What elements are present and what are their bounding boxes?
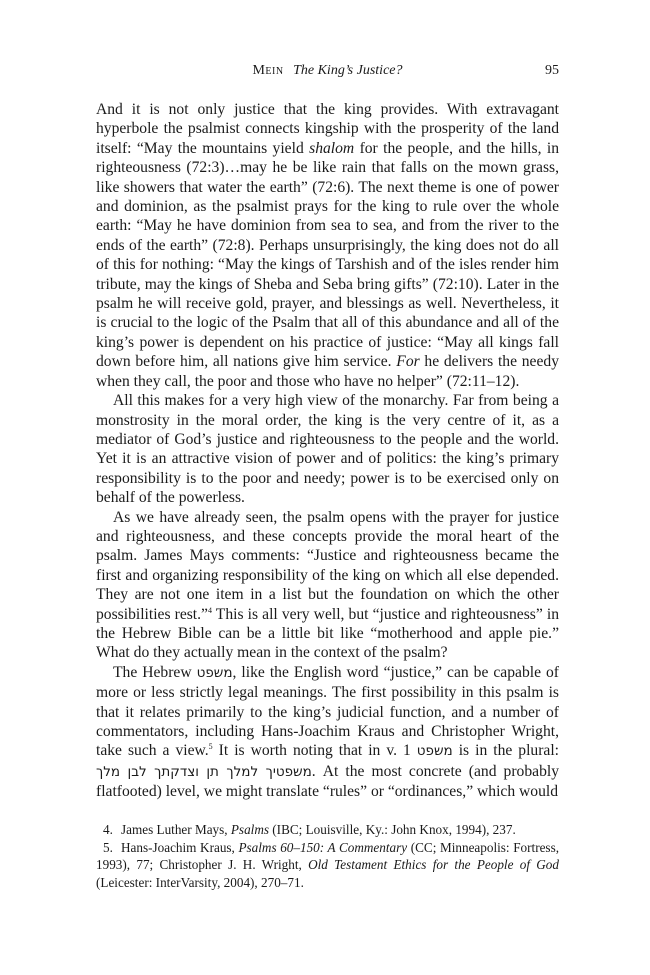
running-author: Mein bbox=[252, 63, 284, 78]
paragraph-3 bbox=[96, 508, 559, 663]
hebrew-verse-quote: משפטיך למלך תן וצדקתך לבן מלך bbox=[96, 763, 312, 780]
footnote-5 bbox=[96, 839, 559, 892]
italic-title: Psalms 60–150: A Commentary bbox=[238, 839, 408, 855]
text-run: (Leicester: InterVarsity, 2004), 270–71. bbox=[96, 874, 304, 890]
text-run: This is all very well, but “justice and righteousness” in the Hebrew Bible can be a little bit like “motherhood and apple pie.” What do they actually mean in the context of the psalm? bbox=[96, 605, 560, 662]
footnote-number: 4. bbox=[103, 822, 113, 837]
italic-title: Psalms bbox=[230, 822, 269, 837]
footnote-number: 5. bbox=[103, 839, 113, 855]
text-run: (CC; Minneapolis: Fortress, 1993), 77; Christopher J. H. Wright, bbox=[96, 839, 559, 873]
running-book-title: The King’s Justice? bbox=[293, 63, 403, 78]
text-run: is in the plural: bbox=[452, 742, 559, 760]
text-run: he delivers the needy when they call, the poor and those who have no helper” (72:11–12). bbox=[96, 353, 559, 390]
text-run: , like the English word “justice,” can be capable of more or less strictly legal meanings. The first possibility in this psalm is that it relates primarily to the king’s judicial function, and a number of commentators, including Hans-Joachim Kraus and Christopher Wright, take such a view. bbox=[96, 663, 559, 760]
text-run: And it is not only justice that the king provides. With extravagant hyperbole the psalmist connects kingship with the prosperity of the land itself: “May the mountains yield bbox=[96, 101, 559, 157]
paragraph-4 bbox=[96, 663, 559, 802]
text-run: As we have already seen, the psalm opens with the prayer for justice and righteousness, and these concepts provide the moral heart of the psalm. James Mays comments: “Justice and righteousness became the first and organizing responsibility of the king on which all else depended. They are not one item in a list but the foundation on which the other possibilities rest.” bbox=[96, 508, 559, 623]
paragraph-2: All this makes for a very high view of the monarchy. Far from being a monstrosity in the moral order, the king is the very centre of it, as a mediator of God’s justice and righteousness to the people and the world. Yet it is an attractive vision of power and of politics: the king’s primary responsibility is to the poor and needy; power is to be exercised only on behalf of the powerless. bbox=[96, 392, 559, 507]
text-run: James Luther Mays, bbox=[121, 822, 231, 837]
text-run: for the people, and the hills, in righteousness (72:3)…may he be like rain that falls on the mown grass, like showers that water the earth” (72:6). The next theme is one of power and dominion, as the psalmist prays for the king to rule over the whole earth: “May he have dominion from sea to sea, and from the river to the ends of the earth” (72:8). Perhaps unsurprisingly, the king does not do all of this for nothing: “May the kings of Tarshish and of the isles render him tribute, may the kings of Sheba and Seba bring gifts” (72:10). Later in the psalm he will receive gold, prayer, and blessings as well. Nevertheless, it is crucial to the logic of the Psalm that all of this abundance and all of the king’s power is dependent on his practice of justice: “May all kings fall down before him, all nations give him service. bbox=[96, 139, 559, 371]
paragraph-1 bbox=[96, 100, 559, 391]
text-run: The Hebrew bbox=[113, 663, 197, 681]
footnote-ref-4[interactable]: 4 bbox=[207, 605, 212, 615]
running-title bbox=[96, 63, 559, 79]
italic-title: Old Testament Ethics for the People of God bbox=[308, 857, 559, 873]
hebrew-mishpat-2: משפט bbox=[416, 743, 453, 760]
hebrew-mishpat: משפט bbox=[196, 664, 233, 681]
footnotes bbox=[96, 821, 559, 891]
italic-for: For bbox=[396, 353, 420, 371]
main-text bbox=[96, 100, 559, 802]
footnote-4 bbox=[96, 821, 559, 839]
text-run: . At the most concrete (and probably flatfooted) level, we might translate “rules” or “ordinances,” which would bbox=[96, 762, 559, 801]
text-run: Hans-Joachim Kraus, bbox=[121, 839, 239, 855]
text-run: (IBC; Louisville, Ky.: John Knox, 1994), 237. bbox=[268, 822, 516, 837]
text-run: It is worth noting that in v. 1 bbox=[212, 742, 417, 760]
italic-shalom: shalom bbox=[309, 139, 355, 157]
footnote-ref-5[interactable]: 5 bbox=[208, 742, 213, 752]
page-number: 95 bbox=[545, 63, 559, 78]
running-header bbox=[96, 63, 559, 83]
